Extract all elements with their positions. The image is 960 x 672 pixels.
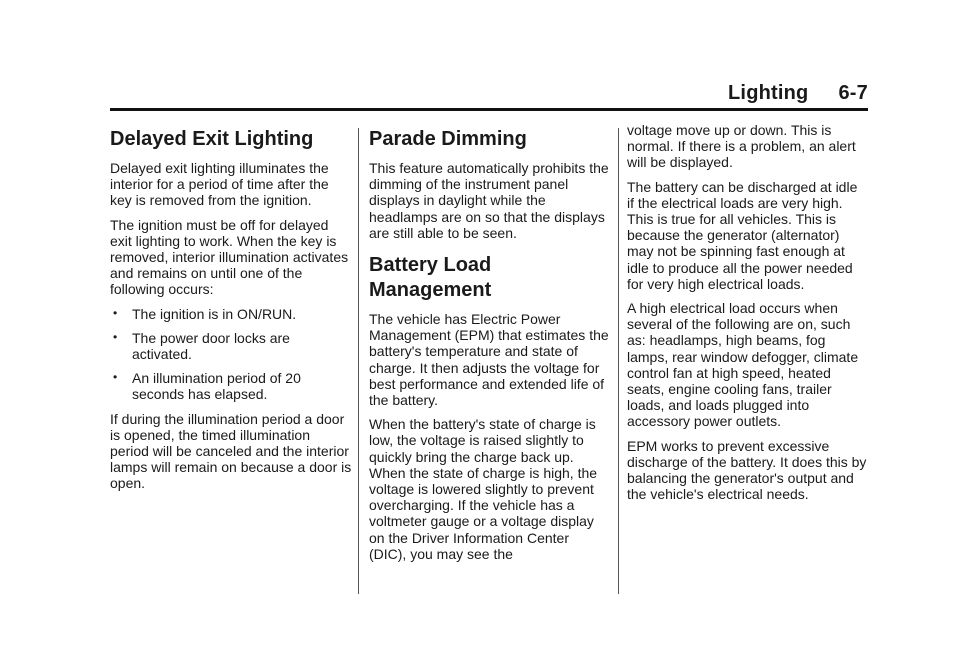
section-heading-battery-load-management: Battery Load Management: [369, 254, 492, 302]
list-item-text: The ignition is in ON/RUN.: [132, 305, 297, 322]
paragraph: Delayed exit lighting illuminates the interior for a period of time after the key is removed from the ignition.: [110, 160, 329, 209]
list-item: [110, 330, 352, 362]
paragraph: The vehicle has Electric Power Management (EPM) that estimates the battery's temperature and state of charge. It then adjusts the voltage for best performance and extended life of the battery.: [369, 311, 609, 409]
paragraph: EPM works to prevent excessive discharge of the battery. It does this by balancing the generator's output and the vehicle's electrical needs.: [627, 437, 867, 503]
bullet-icon: •: [113, 305, 118, 320]
paragraph: The ignition must be off for delayed exit lighting to work. When the key is removed, interior illumination activates and remains on until one of the following occurs:: [110, 216, 349, 298]
paragraph: When the battery's state of charge is low, the voltage is raised slightly to quickly bring the charge back up. When the state of charge is high, the voltage is lowered slightly to prevent overcharging. If the vehicle has a voltmeter gauge or a voltage display on the Driver Information Center (DIC), you may see the: [369, 416, 598, 562]
paragraph: The battery can be discharged at idle if the electrical loads are very high. This is true for all vehicles. This is because the generator (alternator) may not be spinning fast enough at idle to produce all the power needed for very high electrical loads.: [627, 178, 858, 292]
section-title: Lighting: [728, 82, 809, 104]
column-1: [110, 122, 352, 500]
list-item: [110, 306, 352, 322]
paragraph: A high electrical load occurs when several of the following are on, such as: headlamps, high beams, fog lamps, rear window defogger, climate control fan at high speed, heated seats, engine cooling fans, trailer loads, and loads plugged into accessory power outlets.: [627, 300, 859, 430]
column-2: [369, 122, 609, 570]
list-item-text: The power door locks are activated.: [132, 329, 290, 363]
list-item-text: An illumination period of 20 seconds has elapsed.: [132, 370, 301, 403]
page-header: [110, 78, 868, 108]
bullet-icon: •: [113, 370, 118, 385]
column-divider: [358, 128, 359, 594]
column-divider: [618, 128, 619, 594]
section-heading-parade-dimming: Parade Dimming: [369, 128, 527, 150]
running-header: [728, 82, 868, 105]
paragraph: This feature automatically prohibits the dimming of the instrument panel displays in daylight while the headlamps are on so that the displays are still able to be seen.: [369, 160, 609, 241]
bullet-icon: •: [113, 329, 118, 344]
header-rule: [110, 108, 868, 111]
paragraph: voltage move up or down. This is normal. If there is a problem, an alert will be displayed.: [627, 122, 856, 171]
paragraph: If during the illumination period a door is opened, the timed illumination period will be canceled and the interior lamps will remain on because a door is open.: [110, 410, 352, 492]
page-number: 6-7: [838, 82, 868, 104]
column-3: [627, 122, 867, 510]
section-heading-delayed-exit-lighting: Delayed Exit Lighting: [110, 128, 314, 150]
condition-list: [110, 306, 352, 403]
list-item: [110, 370, 352, 402]
